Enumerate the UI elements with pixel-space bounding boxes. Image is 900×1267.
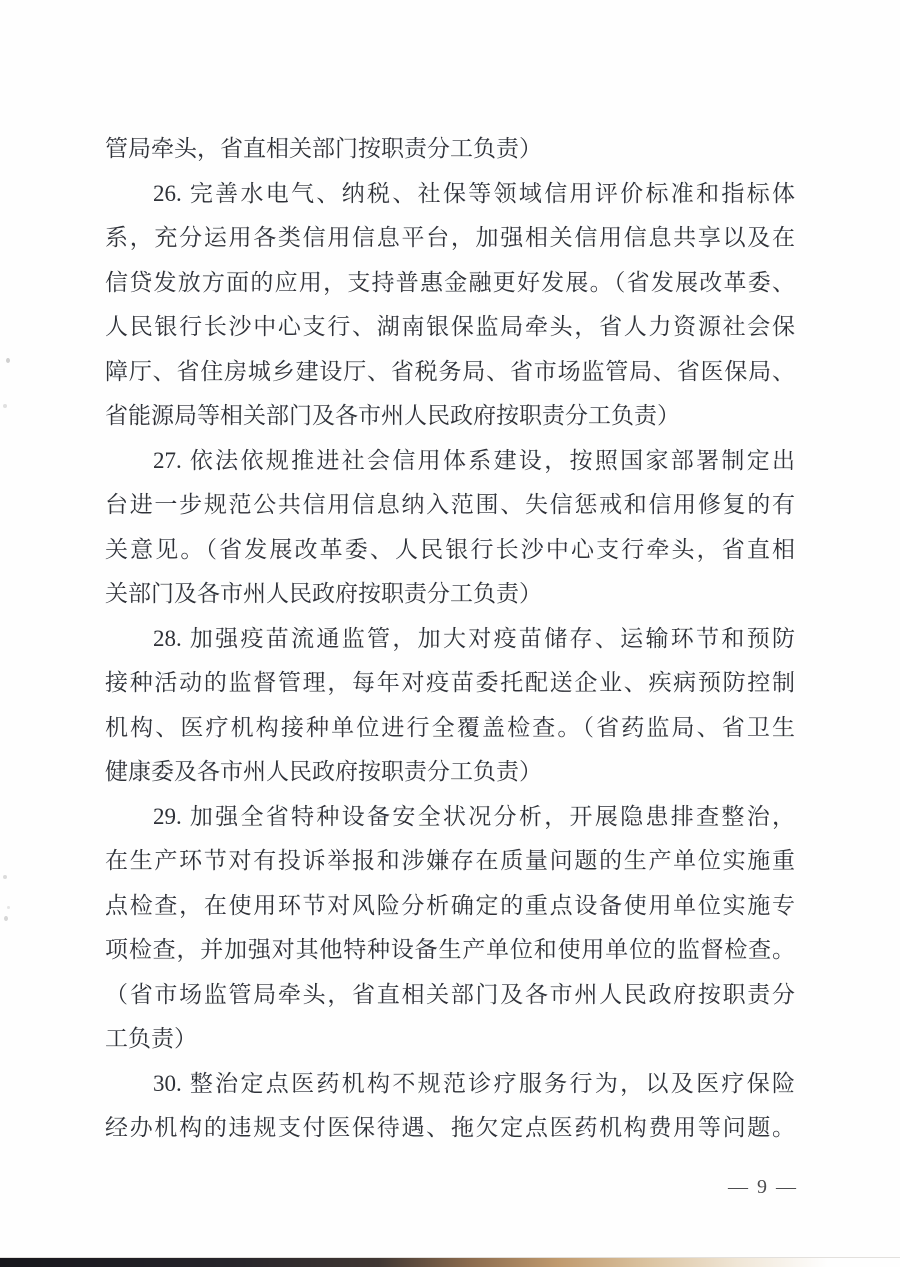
text-line: 工负责）	[105, 1026, 197, 1051]
text-line: 系，充分运用各类信用信息平台，加强相关信用信息共享以及在	[105, 225, 795, 250]
paragraph-item-29	[105, 795, 795, 1062]
text-line: 健康委及各市州人民政府按职责分工负责）	[105, 759, 542, 784]
scan-edge-artifact	[0, 1257, 900, 1267]
scan-speck	[7, 906, 10, 909]
scan-speck	[6, 358, 10, 363]
paragraph-item-26	[105, 172, 795, 439]
text-line: 30. 整治定点医药机构不规范诊疗服务行为，以及医疗保险	[153, 1070, 795, 1096]
text-line: 28. 加强疫苗流通监管，加大对疫苗储存、运输环节和预防	[153, 625, 795, 651]
paragraph-item-30	[105, 1062, 795, 1151]
document-body	[105, 127, 795, 1151]
paragraph-continuation	[105, 127, 795, 172]
text-line: 经办机构的违规支付医保待遇、拖欠定点医药机构费用等问题。	[105, 1115, 795, 1140]
text-line: 点检查，在使用环节对风险分析确定的重点设备使用单位实施专	[105, 892, 795, 918]
scan-speck	[4, 916, 8, 921]
text-line: 省能源局等相关部门及各市州人民政府按职责分工负责）	[105, 403, 680, 428]
paragraph-item-27	[105, 439, 795, 617]
text-line: 在生产环节对有投诉举报和涉嫌存在质量问题的生产单位实施重	[105, 848, 795, 873]
page-number: — 9 —	[728, 1176, 798, 1198]
text-line: 26. 完善水电气、纳税、社保等领域信用评价标准和指标体	[153, 180, 795, 206]
text-line: 关意见。（省发展改革委、人民银行长沙中心支行牵头，省直相	[105, 536, 795, 562]
text-line: 信贷发放方面的应用，支持普惠金融更好发展。（省发展改革委、	[105, 269, 795, 295]
text-line: 机构、医疗机构接种单位进行全覆盖检查。（省药监局、省卫生	[105, 714, 795, 740]
paragraph-item-28	[105, 617, 795, 795]
scan-speck	[3, 404, 7, 408]
text-line: 管局牵头，省直相关部门按职责分工负责）	[105, 136, 542, 161]
text-line: 接种活动的监督管理，每年对疫苗委托配送企业、疾病预防控制	[105, 670, 795, 695]
text-line: 项检查，并加强对其他特种设备生产单位和使用单位的监督检查。	[105, 937, 795, 962]
text-line: 人民银行长沙中心支行、湖南银保监局牵头，省人力资源社会保	[105, 314, 795, 339]
text-line: 台进一步规范公共信用信息纳入范围、失信惩戒和信用修复的有	[105, 492, 795, 517]
text-line: 障厅、省住房城乡建设厅、省税务局、省市场监管局、省医保局、	[105, 358, 795, 384]
text-line: 27. 依法依规推进社会信用体系建设，按照国家部署制定出	[153, 447, 795, 473]
text-line: 关部门及各市州人民政府按职责分工负责）	[105, 581, 542, 606]
text-line: （省市场监管局牵头，省直相关部门及各市州人民政府按职责分	[105, 981, 795, 1007]
text-line: 29. 加强全省特种设备安全状况分析，开展隐患排查整治，	[153, 803, 795, 829]
scan-speck	[3, 875, 7, 879]
